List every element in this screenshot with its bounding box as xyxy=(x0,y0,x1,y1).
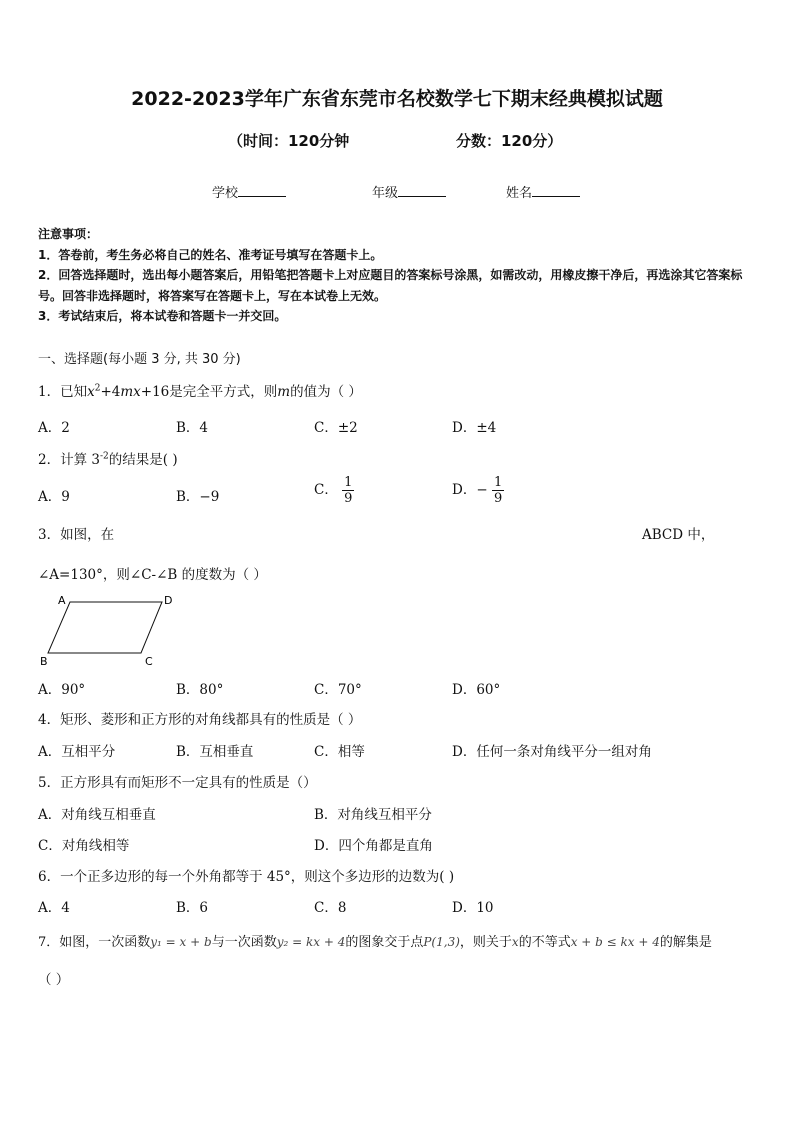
q5-option-b: B．对角线互相平分 xyxy=(314,807,432,823)
q5-option-d: D．四个角都是直角 xyxy=(314,838,433,854)
q7-text-6: 的解集是 xyxy=(659,935,712,950)
fraction-numerator: 1 xyxy=(344,475,353,490)
q2-option-d xyxy=(452,475,504,506)
fraction xyxy=(342,475,354,506)
question-3-parallelogram-ref: ABCD 中， xyxy=(642,527,715,543)
vertex-label-b: B xyxy=(40,655,48,668)
q2-option-d-label: D．− xyxy=(452,482,488,498)
q7-text-5: 的不等式 xyxy=(518,935,571,950)
q7-text-1: 7．如图，一次函数 xyxy=(38,935,151,950)
q1-suffix: 的值为（ ） xyxy=(290,384,362,400)
q1-option-a: A．2 xyxy=(38,420,70,436)
question-2 xyxy=(38,448,178,468)
q2-option-a: A．9 xyxy=(38,489,70,505)
note-item: 1．答卷前，考生务必将自己的姓名、准考证号填写在答题卡上。 xyxy=(38,247,383,262)
parallelogram-shape xyxy=(48,602,162,653)
q7-var: x xyxy=(511,935,519,949)
time-label: （时间：120分钟 xyxy=(228,132,350,150)
q3-option-b: B．80° xyxy=(176,682,224,698)
q7-text-3: 的图象交于点 xyxy=(345,935,424,950)
q7-point: P(1,3) xyxy=(423,935,460,949)
exam-title: 2022-2023学年广东省东莞市名校数学七下期末经典模拟试题 xyxy=(131,88,663,110)
q7-function-2: y₂ = kx + 4 xyxy=(276,935,346,949)
note-item: 3．考试结束后，将本试卷和答题卡一并交回。 xyxy=(38,309,287,323)
q4-option-d: D．任何一条对角线平分一组对角 xyxy=(452,744,652,760)
q6-option-a: A．4 xyxy=(38,900,70,916)
q7-text-4: ，则关于 xyxy=(459,935,512,950)
question-7 xyxy=(38,931,712,950)
q7-text-2: 与一次函数 xyxy=(211,935,277,950)
grade-label: 年级 xyxy=(372,186,399,201)
question-3-line-1: 3．如图，在 xyxy=(38,527,115,543)
question-5: 5．正方形具有而矩形不一定具有的性质是（） xyxy=(38,775,317,791)
q1-middle: 是完全平方式，则 xyxy=(169,384,278,400)
name-blank xyxy=(532,184,580,197)
q2-option-c-label: C． xyxy=(314,482,338,498)
question-3-line-2: ∠A=130°，则∠C-∠B 的度数为（ ） xyxy=(38,567,267,583)
school-blank xyxy=(238,184,286,197)
school-label: 学校 xyxy=(212,186,239,201)
question-1 xyxy=(38,380,362,400)
score-label: 分数：120分） xyxy=(456,132,563,150)
fraction-numerator: 1 xyxy=(493,475,503,490)
q1-prefix: 1．已知 xyxy=(38,384,88,400)
vertex-label-a: A xyxy=(58,594,66,607)
vertex-label-c: C xyxy=(145,655,153,668)
q7-inequality: x + b ≤ kx + 4 xyxy=(570,935,660,949)
notes-heading: 注意事项： xyxy=(38,227,99,241)
fraction-denominator: 9 xyxy=(344,491,353,506)
fraction-denominator: 9 xyxy=(493,491,503,506)
q6-option-b: B．6 xyxy=(176,900,209,916)
vertex-label-d: D xyxy=(164,594,173,607)
grade-blank xyxy=(398,184,446,197)
parallelogram-figure xyxy=(38,590,188,670)
q2-option-c xyxy=(314,475,354,506)
q4-option-b: B．互相垂直 xyxy=(176,744,254,760)
q1-expr-c: +16 xyxy=(140,384,170,400)
q4-option-c: C．相等 xyxy=(314,744,365,760)
question-6: 6．一个正多边形的每一个外角都等于 45°，则这个多边形的边数为( ) xyxy=(38,869,455,885)
q7-function-1: y₁ = x + b xyxy=(150,935,212,949)
q1-option-b: B．4 xyxy=(176,420,209,436)
notes-block xyxy=(38,224,760,327)
q2-exp: -2 xyxy=(99,451,109,462)
q1-expr: x xyxy=(87,384,95,400)
q2-option-b: B．−9 xyxy=(176,489,220,505)
grade-field xyxy=(372,182,446,201)
q5-option-a: A．对角线互相垂直 xyxy=(38,807,156,823)
q2-prefix: 2．计算 3 xyxy=(38,452,100,468)
q2-suffix: 的结果是( ) xyxy=(108,452,178,468)
fraction xyxy=(492,475,504,506)
q6-option-c: C．8 xyxy=(314,900,347,916)
q1-expr-m: mx xyxy=(120,384,141,400)
q1-exp: 2 xyxy=(94,383,101,394)
q3-option-c: C．70° xyxy=(314,682,362,698)
q5-option-c: C．对角线相等 xyxy=(38,838,130,854)
q3-option-a: A．90° xyxy=(38,682,86,698)
q1-var: m xyxy=(277,384,291,400)
q6-option-d: D．10 xyxy=(452,900,494,916)
q4-option-a: A．互相平分 xyxy=(38,744,116,760)
q1-option-c: C．±2 xyxy=(314,420,358,436)
q1-expr-b: +4 xyxy=(100,384,121,400)
section-heading: 一、选择题(每小题 3 分, 共 30 分) xyxy=(38,352,241,367)
name-label: 姓名 xyxy=(506,186,533,201)
q3-option-d: D．60° xyxy=(452,682,501,698)
question-7-line-2: （ ） xyxy=(38,972,70,988)
question-4: 4．矩形、菱形和正方形的对角线都具有的性质是（ ） xyxy=(38,712,362,728)
q1-option-d: D．±4 xyxy=(452,420,497,436)
name-field xyxy=(506,182,580,201)
school-field xyxy=(212,182,286,201)
note-item: 2．回答选择题时，选出每小题答案后，用铅笔把答题卡上对应题目的答案标号涂黑，如需改动，用橡皮擦干净后，再选涂其它答案标号。回答非选择题时，将答案写在答题卡上，写在本试卷上无效。 xyxy=(38,268,743,303)
